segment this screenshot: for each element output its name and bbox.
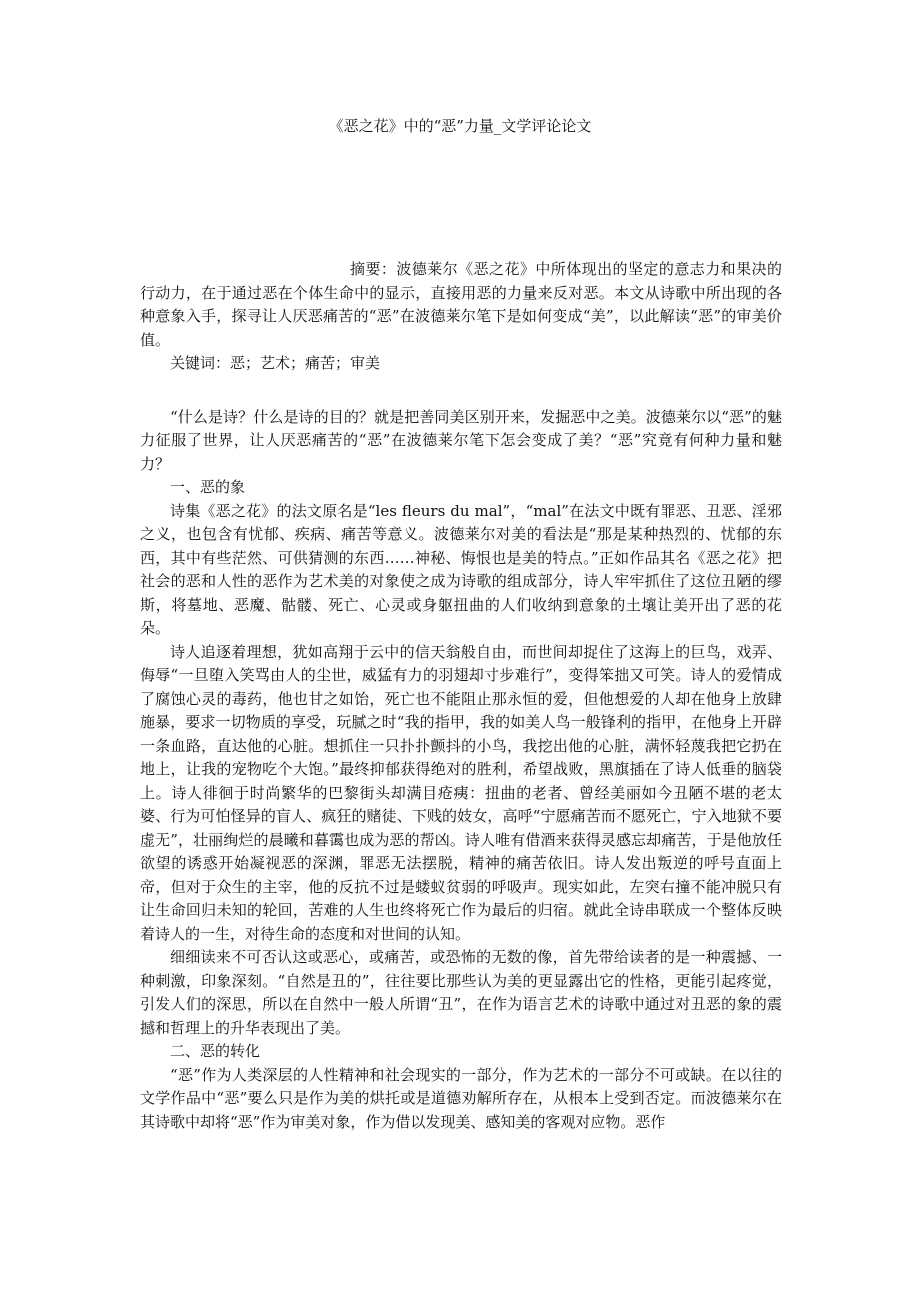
section-heading: 二、恶的转化 [170,1042,261,1060]
body-paragraph: 细细读来不可否认这或恶心，或痛苦，或恐怖的无数的像，首先带给读者的是一种震撼、一种刺激，印象深刻。“自然是丑的”，往往要比那些认为美的更显露出它的性格，更能引起疼觉，引发人们的深思，所以在自然中一般人所谓“丑”，在作为语言艺术的诗歌中通过对丑恶的象的震撼和哲理上的升华表现出了美。 [140,948,782,1037]
abstract-paragraph: 摘要：波德莱尔《恶之花》中所体现出的坚定的意志力和果决的行动力，在于通过恶在个体生命中的显示，直接用恶的力量来反对恶。本文从诗歌中所出现的各种意象入手，探寻让人厌恶痛苦的“恶”在波德莱尔笔下是如何变成“美”，以此解读“恶”的审美价值。 [140,260,782,349]
body-paragraph: 诗人追逐着理想，犹如高翔于云中的信天翁般自由，而世间却捉住了这海上的巨鸟，戏弄、侮辱“一旦堕入笑骂由人的尘世，威猛有力的羽翅却寸步难行”，变得笨拙又可笑。诗人的爱情成了腐蚀心灵的毒药，他也甘之如饴，死亡也不能阻止那永恒的爱，但他想爱的人却在他身上放肆施暴，要求一切物质的享受，玩腻之时“我的指甲，我的如美人鸟一般锋利的指甲，在他身上开辟一条血路，直达他的心脏。想抓住一只扑扑颤抖的小鸟，我挖出他的心脏，满怀轻蔑我把它扔在地上，让我的宠物吃个大饱。”最终抑郁获得绝对的胜利，希望战败，黑旗插在了诗人低垂的脑袋上。诗人徘徊于时尚繁华的巴黎街头却满目疮痍：扭曲的老者、曾经美丽如今丑陋不堪的老太婆、行为可怕怪异的盲人、疯狂的赌徒、下贱的妓女，高呼“宁愿痛苦而不愿死亡，宁入地狱不要虚无”，壮丽绚烂的晨曦和暮霭也成为恶的帮凶。诗人唯有借酒来获得灵感忘却痛苦，于是他放任欲望的诱惑开始凝视恶的深渊，罪恶无法摆脱，精神的痛苦依旧。诗人发出叛逆的呼号直面上帝，但对于众生的主宰，他的反抗不过是蝼蚁贫弱的呼吸声。现实如此，左突右撞不能冲脱只有让生命回归未知的轮回，苦难的人生也终将死亡作为最后的归宿。就此全诗串联成一个整体反映着诗人的一生，对待生命的态度和对世间的认知。 [140,642,782,943]
body-paragraph: “什么是诗？什么是诗的目的？就是把善同美区别开来，发掘恶中之美。波德莱尔以“恶”的魅力征服了世界，让人厌恶痛苦的“恶”在波德莱尔笔下怎会变成了美？“恶”究竟有何种力量和魅力？ [140,407,782,473]
keywords-line: 关键词：恶；艺术；痛苦；审美 [170,354,381,372]
body-paragraph: 诗集《恶之花》的法文原名是“les fleurs du mal”，“mal”在法文中既有罪恶、丑恶、淫邪之义，也包含有忧郁、疾病、痛苦等意义。波德莱尔对美的看法是“那是某种热烈的、忧郁的东西，其中有些茫然、可供猜测的东西……神秘、悔恨也是美的特点。”正如作品其名《恶之花》把社会的恶和人性的恶作为艺术美的对象使之成为诗歌的组成部分，诗人牢牢抓住了这位丑陋的缪斯，将墓地、恶魔、骷髅、死亡、心灵或身躯扭曲的人们收纳到意象的土壤让美开出了恶的花朵。 [140,501,782,637]
document-title: 《恶之花》中的“恶”力量_文学评论论文 [328,117,592,135]
section-heading: 一、恶的象 [170,478,246,496]
section-gap [140,376,782,406]
document-body [140,258,782,1134]
body-paragraph: “恶”作为人类深层的人性精神和社会现实的一部分，作为艺术的一部分不可或缺。在以往的文学作品中“恶”要么只是作为美的烘托或是道德劝解所存在，从根本上受到否定。而波德莱尔在其诗歌中却将“恶”作为审美对象，作为借以发现美、感知美的客观对应物。恶作 [140,1065,782,1131]
